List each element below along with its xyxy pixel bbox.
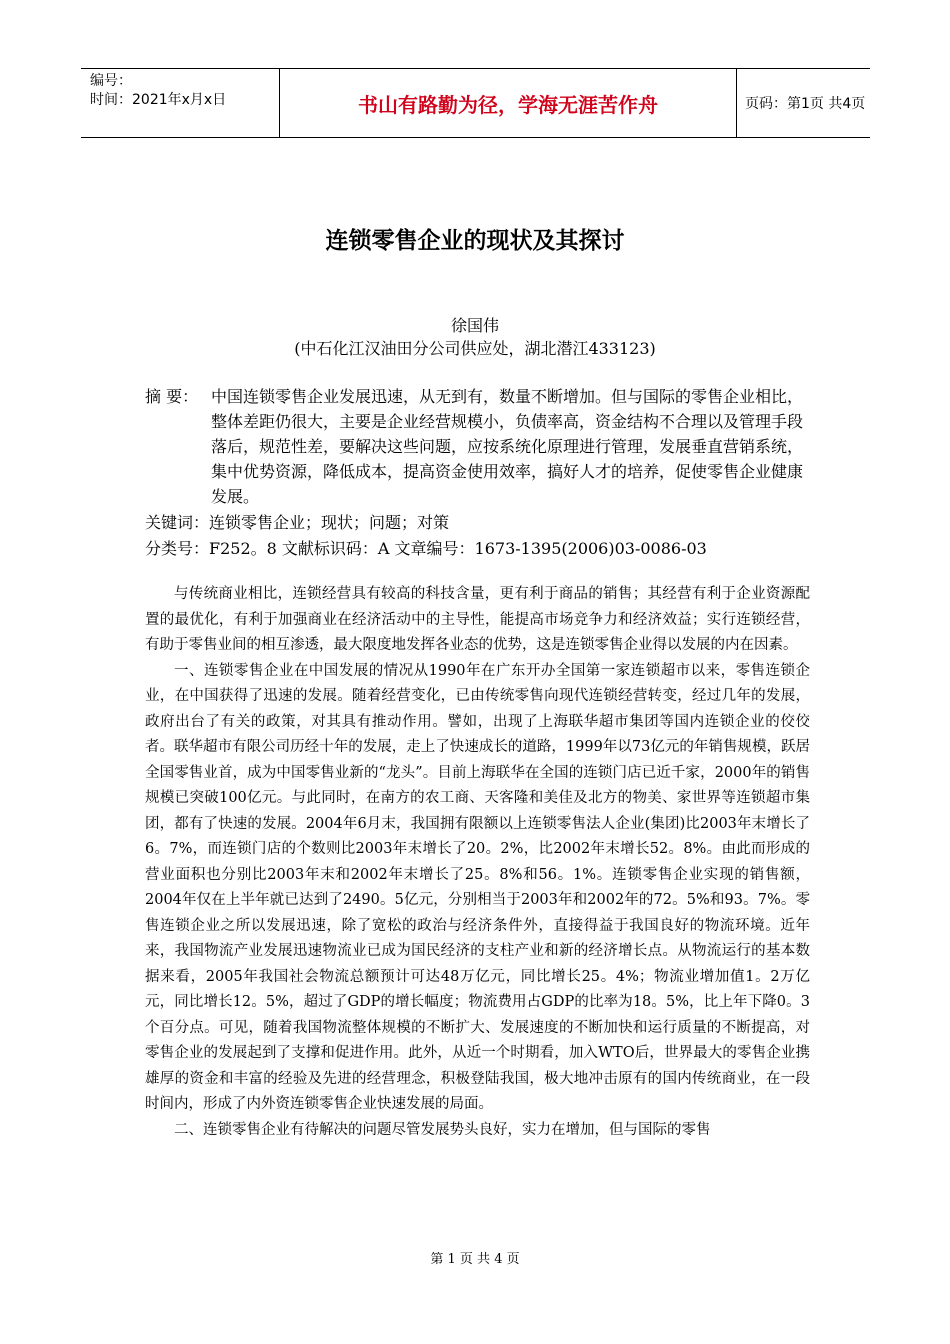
article-body (145, 582, 810, 1143)
body-paragraph: 二、连锁零售企业有待解决的问题尽管发展势头良好，实力在增加，但与国际的零售 (174, 1121, 711, 1138)
abstract-block (145, 384, 810, 509)
article-author: 徐国伟 (450, 316, 499, 335)
keywords-line: 关键词：连锁零售企业；现状；问题；对策 (145, 513, 450, 532)
header-meta (81, 69, 280, 137)
abstract-text: 中国连锁零售企业发展迅速，从无到有，数量不断增加。但与国际的零售企业相比，整体差距仍很大，主要是企业经营规模小，负债率高，资金结构不合理以及管理手段落后，规范性差，要解决这些问题，应按系统化原理进行管理，发展垂直营销系统，集中优势资源，降低成本，提高资金使用效率，搞好人才的培养，促使零售企业健康发展。 (211, 387, 804, 506)
time-label: 时间：2021年x月x日 (90, 92, 227, 108)
abstract-label: 摘 要： (145, 387, 199, 406)
article-title: 连锁零售企业的现状及其探讨 (325, 228, 625, 254)
body-paragraph: 与传统商业相比，连锁经营具有较高的科技含量，更有利于商品的销售；其经营有利于企业资源配置的最优化，有利于加强商业在经济活动中的主导性，能提高市场竞争力和经济效益；实行连锁经营，有助于零售业间的相互渗透，最大限度地发挥各业态的优势，这是连锁零售企业得以发展的内在因素。 (145, 586, 810, 653)
body-paragraph: 一、连锁零售企业在中国发展的情况从1990年在广东开办全国第一家连锁超市以来，零售连锁企业，在中国获得了迅速的发展。随着经营变化，已由传统零售向现代连锁经营转变，经过几年的发展，政府出台了有关的政策，对其具有推动作用。譬如，出现了上海联华超市集团等国内连锁企业的佼佼者。联华超市有限公司历经十年的发展，走上了快速成长的道路，1999年以73亿元的年销售规模，跃居全国零售业首，成为中国零售业新的“龙头”。目前上海联华在全国的连锁门店已近千家，2000年的销售规模已突破100亿元。与此同时，在南方的农工商、天客隆和美佳及北方的物美、家世界等连锁超市集团，都有了快速的发展。2004年6月末，我国拥有限额以上连锁零售法人企业(集团)比2003年末增长了6。7%，而连锁门店的个数则比2003年末增长了20。2%，比2002年末增长52。8%。由此而形成的营业面积也分别比2003年末和2002年末增长了25。8%和56。1%。连锁零售企业实现的销售额，2004年仅在上半年就已达到了2490。5亿元，分别相当于2003年和2002年的72。5%和93。7%。零售连锁企业之所以发展迅速，除了宽松的政治与经济条件外，直接得益于我国良好的物流环境。近年来，我国物流产业发展迅速物流业已成为国民经济的支柱产业和新的经济增长点。从物流运行的基本数据来看，2005年我国社会物流总额预计可达48万亿元，同比增长25。4%；物流业增加值1。2万亿元，同比增长12。5%，超过了GDP的增长幅度；物流费用占GDP的比率为18。5%，比上年下降0。3个百分点。可见，随着我国物流整体规模的不断扩大、发展速度的不断加快和运行质量的不断提高，对零售企业的发展起到了支撑和促进作用。此外，从近一个时期看，加入WTO后，世界最大的零售企业携雄厚的资金和丰富的经验及先进的经营理念，积极登陆我国，极大地冲击原有的国内传统商业，在一段时间内，形成了内外资连锁零售企业快速发展的局面。 (145, 662, 810, 1112)
page-header (81, 68, 870, 138)
header-motto: 书山有路勤为径，学海无涯苦作舟 (280, 69, 737, 137)
page-footer: 第 1 页 共 4 页 (430, 1252, 520, 1267)
author-affiliation: (中石化江汉油田分公司供应处，湖北潜江433123) (294, 339, 656, 358)
serial-label: 编号： (90, 73, 132, 89)
header-page-info: 页码：第1页 共4页 (745, 96, 866, 112)
classification-line: 分类号：F252。8 文献标识码：A 文章编号：1673-1395(2006)03-0086-03 (145, 539, 707, 558)
